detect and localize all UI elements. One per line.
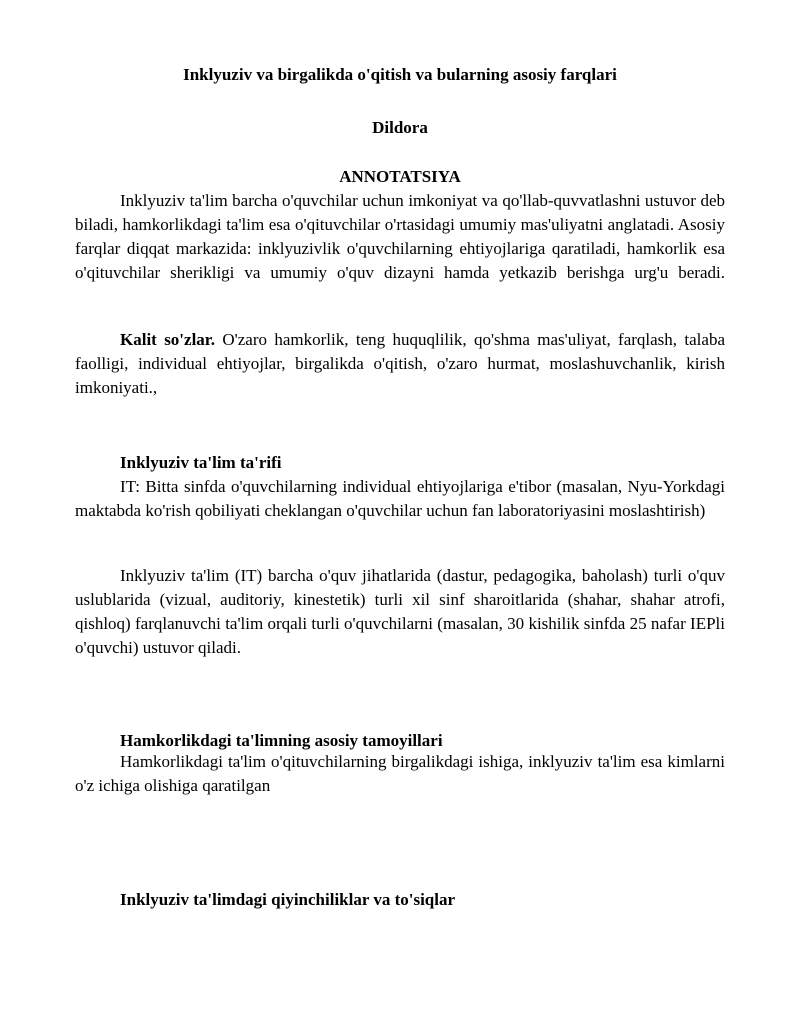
section-1-paragraph-1: IT: Bitta sinfda o'quvchilarning individual ehtiyojlariga e'tibor (masalan, Nyu-Yorkdagi maktabda ko'rish qobiliyati cheklangan o'quvchilar uchun fan laboratoriyasini moslashtirish) bbox=[75, 477, 725, 520]
section-heading-2: Hamkorlikdagi ta'limning asosiy tamoyillari bbox=[120, 731, 443, 750]
section-heading-3: Inklyuziv ta'limdagi qiyinchiliklar va to'siqlar bbox=[120, 890, 456, 909]
abstract-heading: ANNOTATSIYA bbox=[339, 167, 461, 186]
section-1-paragraph-2: Inklyuziv ta'lim (IT) barcha o'quv jihatlarida (dastur, pedagogika, baholash) turli o'quv uslublarida (vizual, auditoriy, kinestetik) turli xil sinf sharoitlarida (shahar, shahar atrofi, qishloq) farqlanuvchi ta'lim orqali turli o'quvchilarni (masalan, 30 kishilik sinfda 25 nafar IEPli o'quvchi) ustuvor qiladi. bbox=[75, 566, 725, 657]
keywords-text: O'zaro hamkorlik, teng huquqlilik, qo'shma mas'uliyat, farqlash, talaba faolligi, individual ehtiyojlar, birgalikda o'qitish, o'zaro hurmat, moslashuvchanlik, kirish imkoniyati., bbox=[75, 330, 725, 397]
paper-title: Inklyuziv va birgalikda o'qitish va bularning asosiy farqlari bbox=[183, 65, 617, 84]
section-heading-1: Inklyuziv ta'lim ta'rifi bbox=[120, 453, 282, 472]
keywords-label: Kalit so'zlar. bbox=[120, 330, 216, 349]
abstract-text: Inklyuziv ta'lim barcha o'quvchilar uchun imkoniyat va qo'llab-quvvatlashni ustuvor deb biladi, hamkorlikdagi ta'lim esa o'qituvchilar o'rtasidagi umumiy mas'uliyatni anglatadi. Asosiy farqlar diqqat markazida: inklyuzivlik o'quvchilarning ehtiyojlariga qaratiladi, hamkorlik esa o'qituvchilar sherikligi va umumiy o'quv dizayni hamda yetkazib berishga urg'u beradi. bbox=[75, 191, 725, 282]
author-name: Dildora bbox=[372, 118, 428, 137]
section-2-paragraph-1: Hamkorlikdagi ta'lim o'qituvchilarning birgalikdagi ishiga, inklyuziv ta'lim esa kimlarni o'z ichiga olishiga qaratilgan bbox=[75, 752, 725, 795]
keywords-paragraph bbox=[75, 328, 725, 400]
